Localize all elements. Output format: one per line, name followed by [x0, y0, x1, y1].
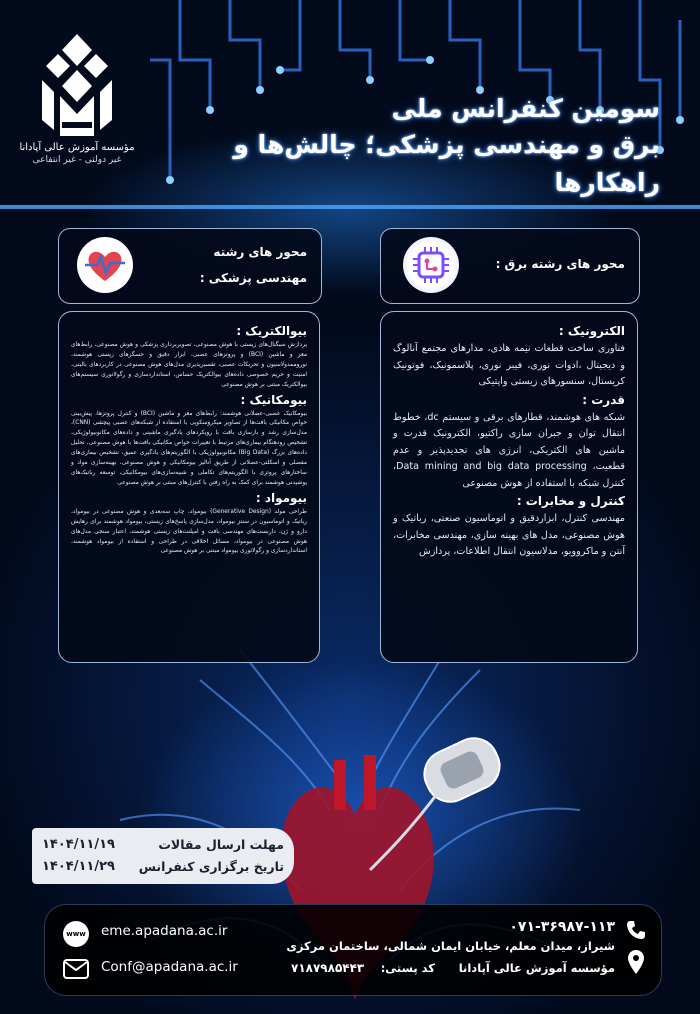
logo-name: مؤسسه آموزش عالی آپادانا — [19, 142, 135, 153]
apadana-logo-icon — [32, 30, 122, 140]
control-comm-body: مهندسی کنترل، ابزاردقیق و اتوماسیون صنعتی، رباتیک و هوش مصنوعی، مدل های بهینه سازی، مهندسی مخابرات، آنتن و ماکروویو، مدلاسیون انتقال اطلاعات، پردازش — [393, 513, 625, 557]
contact-footer — [44, 904, 662, 996]
biomedical-track-title-2: مهندسی پزشکی : — [199, 271, 307, 285]
logo-subtitle: غیر دولتی - غیر انتفاعی — [32, 155, 122, 165]
envelope-icon — [63, 959, 89, 983]
biomedical-track-title-1: محور های رشته — [213, 245, 307, 259]
electrical-track-header — [380, 228, 640, 304]
biomechanics-body: بیومکانیک عصبی-عضلانی هوشمند: رابط‌های مغز و ماشین (BCI) و کنترل پروتزها، پیش‌بینی خواص مکانیکی بافت‌ها از تصاویر میکروسکوپی با استفاده از شبکه‌های عصبی پیچشی (CNN)، مدل‌سازی رشد و بازسازی بافت با رویکردهای یادگیری ماشینی و داده‌های مکانوبیولوژیکی، تشخیص زودهنگام بیماری‌های مرتبط با تغییرات خواص مکانیکی بافت‌ها با هوش مصنوعی، تحلیل داده‌های بزرگ (Big Data) مکانوبیولوژیکی با الگوریتم‌های یادگیری عمیق، تشخیص بیماری‌های مفصلی و اسکلتی-عضلانی از طریق آنالیز بیومکانیکی و هوش مصنوعی، بهینه‌سازی مواد و ساختارهای پروتزی با الگوریتم‌های تکاملی و شبیه‌سازی‌های بیومکانیکی، توسعه رباتیک‌های پوشیدنی هوشمند برای کمک به راه رفتن با کنترل‌های مبتنی بر هوش مصنوعی — [71, 410, 308, 486]
institute-logo — [18, 30, 136, 216]
conference-date-value: ۱۴۰۴/۱۱/۲۹ — [42, 859, 115, 874]
bioelectric-body: پردازش سیگنال‌های زیستی با هوش مصنوعی، تصویربرداری پزشکی و هوش مصنوعی، رابط‌های مغز و ماشین (BCI) و پروتزهای عصبی، ابزار دقیق و حسگرهای زیستی هوشمند، نوروممدولاسیون و تحریکات عصبی، تفسیرپذیری مدل‌های هوش مصنوعی در کاربردهای بالینی، امنیت و حریم خصوصی داده‌های بیوالکتریک حساس، استانداردسازی و رگولاتوری سیستم‌های بیوالکتریک مبتنی بر هوش مصنوعی — [71, 342, 307, 388]
biomaterials-body: طراحی مولد (Generative Design) بیومواد، چاپ سه‌بعدی و هوش مصنوعی در بیومواد، رباتیک و اتوماسیون در سنتز بیومواد، مدل‌سازی پاسخ‌های زیستی، بیومواد هوشمند برای رهایش دارو و ژن، داربست‌های مهندسی بافت و امپلنت‌های زیستی هوشمند، اعتبار سنجی مدل‌های هوش مصنوعی در بیومواد، مسائل اخلاقی در طراحی و استفاده از بیومواد هوشمند، استانداردسازی و رگولاتوری بیومواد مبتنی بر هوش مصنوعی — [71, 508, 307, 555]
biomedical-track-header — [58, 228, 322, 304]
control-comm-heading: کنترل و مخابرات : — [516, 494, 625, 508]
bioelectric-heading: بیوالکتریک : — [236, 324, 307, 338]
power-heading: قدرت : — [582, 392, 625, 407]
conference-title — [120, 92, 660, 202]
electrical-track-title: محور های رشته برق : — [495, 257, 625, 271]
important-dates — [32, 828, 294, 884]
address-line-2: مؤسسه آموزش عالی آپادانا — [458, 961, 615, 975]
biomedical-topics-panel — [58, 311, 320, 663]
email-link[interactable]: Conf@apadana.ac.ir — [101, 959, 238, 975]
title-line-2: برق و مهندسی پزشکی؛ چالش‌ها و راهکارها — [233, 130, 660, 197]
deadline-value: ۱۴۰۴/۱۱/۱۹ — [42, 837, 115, 852]
power-body: شبکه های هوشمند، قطارهای برقی و سیستم dc، خطوط انتقال توان و جبران سازی راکتیو، الکترونیک قدرت و ماشین های الکتریکی، انرژی های تجدیدپذیر و عدم قطعیت، Data mining and big data processing، کنترل شبکه با استفاده از هوش مصنوعی — [393, 411, 626, 489]
phone-icon — [625, 919, 647, 945]
heartbeat-icon — [77, 237, 133, 293]
globe-icon: www — [63, 921, 89, 947]
phone-number[interactable]: ۰۷۱-۳۶۹۸۷-۱۱۳ — [509, 919, 615, 935]
postal-label: کد پستی: — [380, 961, 435, 975]
electrical-topics-panel — [380, 311, 638, 663]
electronics-body: فناوری ساخت قطعات نیمه هادی، مدارهای مجتمع آنالوگ و دیجیتال ،ادوات نوری، فیبر نوری، پلاسمونیک، فوتونیک کریستال، سنسورهای زیستی واپتیکی — [393, 343, 625, 387]
location-pin-icon — [627, 949, 645, 979]
biomechanics-heading: بیومکانیک : — [240, 392, 307, 407]
postal-code: ۷۱۸۷۹۸۵۴۴۳ — [291, 961, 365, 975]
circuit-icon — [403, 237, 459, 293]
electronics-heading: الکترونیک : — [558, 324, 625, 338]
website-link[interactable]: eme.apadana.ac.ir — [101, 923, 228, 939]
title-line-1: سومین کنفرانس ملی — [391, 94, 660, 123]
address-line-1: شیراز، میدان معلم، خیابان ایمان شمالی، ساختمان مرکزی — [286, 939, 615, 953]
deadline-label: مهلت ارسال مقالات — [158, 837, 284, 852]
conference-date-label: تاریخ برگزاری کنفرانس — [138, 859, 284, 874]
biomaterials-heading: بیومواد : — [255, 490, 307, 505]
